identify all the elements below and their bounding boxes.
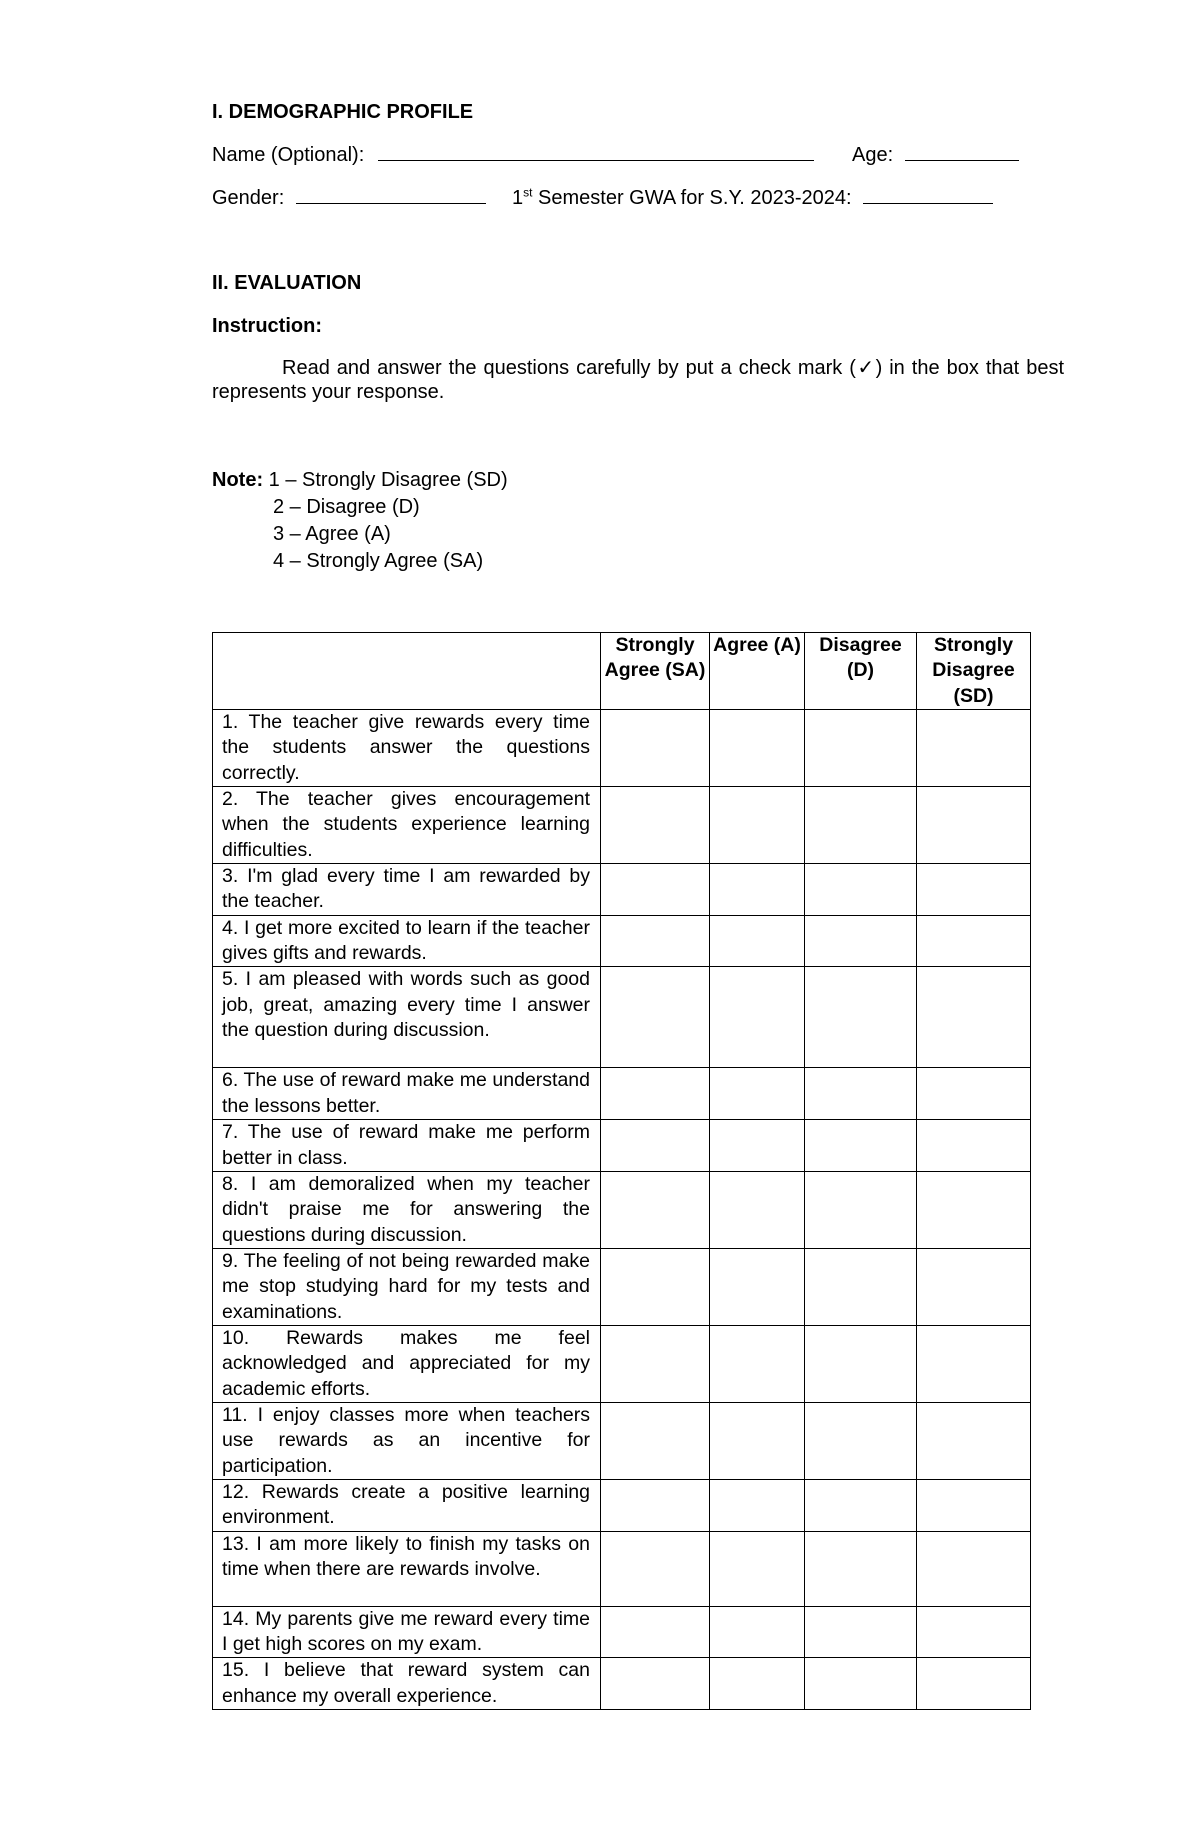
statement-text: 4. I get more excited to learn if the teacher gives gifts and rewards. bbox=[213, 915, 601, 967]
checkbox-sd[interactable] bbox=[917, 1120, 1031, 1172]
name-label: Name (Optional): bbox=[212, 144, 365, 166]
statement-text: 3. I'm glad every time I am rewarded by the teacher. bbox=[213, 864, 601, 916]
checkbox-sd[interactable] bbox=[917, 1325, 1031, 1402]
checkbox-d[interactable] bbox=[805, 967, 917, 1068]
header-agree: Agree (A) bbox=[710, 633, 805, 710]
checkbox-d[interactable] bbox=[805, 1248, 917, 1325]
checkbox-sa[interactable] bbox=[601, 1531, 710, 1606]
table-row bbox=[213, 1479, 1031, 1531]
statement-text: 13. I am more likely to finish my tasks on time when there are rewards involve. bbox=[213, 1531, 601, 1606]
header-strongly-disagree: Strongly Disagree (SD) bbox=[917, 633, 1031, 710]
statement-text: 11. I enjoy classes more when teachers use rewards as an incentive for participation. bbox=[213, 1402, 601, 1479]
checkbox-a[interactable] bbox=[710, 1658, 805, 1710]
gwa-superscript: st bbox=[523, 185, 533, 200]
checkbox-d[interactable] bbox=[805, 1068, 917, 1120]
gender-field-row bbox=[212, 185, 486, 210]
checkbox-a[interactable] bbox=[710, 1531, 805, 1606]
statement-text: 2. The teacher gives encouragement when the students experience learning difficulties. bbox=[213, 787, 601, 864]
checkbox-a[interactable] bbox=[710, 1171, 805, 1248]
checkbox-d[interactable] bbox=[805, 1606, 917, 1658]
checkbox-sa[interactable] bbox=[601, 1171, 710, 1248]
checkbox-sd[interactable] bbox=[917, 787, 1031, 864]
checkbox-a[interactable] bbox=[710, 864, 805, 916]
table-row bbox=[213, 1606, 1031, 1658]
header-statement bbox=[213, 633, 601, 710]
checkbox-sd[interactable] bbox=[917, 967, 1031, 1068]
table-row bbox=[213, 1658, 1031, 1710]
name-blank[interactable] bbox=[378, 142, 814, 161]
statement-text: 8. I am demoralized when my teacher didn't praise me for answering the questions during discussion. bbox=[213, 1171, 601, 1248]
checkbox-sd[interactable] bbox=[917, 1248, 1031, 1325]
table-row bbox=[213, 787, 1031, 864]
statement-text: 14. My parents give me reward every time I get high scores on my exam. bbox=[213, 1606, 601, 1658]
checkbox-sa[interactable] bbox=[601, 1120, 710, 1172]
checkbox-sd[interactable] bbox=[917, 915, 1031, 967]
note-item-4: 4 – Strongly Agree (SA) bbox=[273, 550, 484, 572]
statement-text: 12. Rewards create a positive learning environment. bbox=[213, 1479, 601, 1531]
checkbox-sa[interactable] bbox=[601, 1248, 710, 1325]
checkbox-sd[interactable] bbox=[917, 864, 1031, 916]
checkbox-d[interactable] bbox=[805, 864, 917, 916]
checkbox-sa[interactable] bbox=[601, 967, 710, 1068]
section-title-evaluation: II. EVALUATION bbox=[212, 272, 362, 294]
checkbox-a[interactable] bbox=[710, 1120, 805, 1172]
note-item-2: 2 – Disagree (D) bbox=[273, 496, 420, 518]
statement-text: 7. The use of reward make me perform better in class. bbox=[213, 1120, 601, 1172]
checkbox-sa[interactable] bbox=[601, 787, 710, 864]
checkbox-a[interactable] bbox=[710, 1248, 805, 1325]
checkbox-d[interactable] bbox=[805, 1120, 917, 1172]
checkbox-sa[interactable] bbox=[601, 1606, 710, 1658]
checkbox-sa[interactable] bbox=[601, 915, 710, 967]
checkbox-sa[interactable] bbox=[601, 864, 710, 916]
table-header-row bbox=[213, 633, 1031, 710]
statement-text: 15. I believe that reward system can enhance my overall experience. bbox=[213, 1658, 601, 1710]
checkbox-sd[interactable] bbox=[917, 1606, 1031, 1658]
checkbox-d[interactable] bbox=[805, 1402, 917, 1479]
gender-blank[interactable] bbox=[296, 185, 486, 204]
header-strongly-agree: Strongly Agree (SA) bbox=[601, 633, 710, 710]
instruction-label: Instruction: bbox=[212, 315, 322, 337]
checkbox-a[interactable] bbox=[710, 1479, 805, 1531]
age-blank[interactable] bbox=[905, 142, 1019, 161]
gwa-label: Semester GWA for S.Y. 2023-2024: bbox=[532, 187, 852, 209]
table-row bbox=[213, 967, 1031, 1068]
checkbox-sd[interactable] bbox=[917, 1479, 1031, 1531]
note-item-1: 1 – Strongly Disagree (SD) bbox=[268, 469, 508, 491]
gwa-prefix: 1 bbox=[512, 187, 524, 209]
checkbox-sd[interactable] bbox=[917, 1531, 1031, 1606]
checkbox-sa[interactable] bbox=[601, 1479, 710, 1531]
checkbox-sa[interactable] bbox=[601, 1325, 710, 1402]
age-field-row bbox=[852, 142, 1019, 167]
checkbox-d[interactable] bbox=[805, 787, 917, 864]
checkbox-sd[interactable] bbox=[917, 1068, 1031, 1120]
checkbox-sd[interactable] bbox=[917, 710, 1031, 787]
checkbox-a[interactable] bbox=[710, 1606, 805, 1658]
checkbox-a[interactable] bbox=[710, 967, 805, 1068]
checkbox-d[interactable] bbox=[805, 1658, 917, 1710]
checkbox-d[interactable] bbox=[805, 710, 917, 787]
checkbox-a[interactable] bbox=[710, 1402, 805, 1479]
checkbox-d[interactable] bbox=[805, 915, 917, 967]
note-label: Note: bbox=[212, 469, 264, 491]
checkbox-a[interactable] bbox=[710, 1068, 805, 1120]
table-row bbox=[213, 864, 1031, 916]
table-row bbox=[213, 1248, 1031, 1325]
age-label: Age: bbox=[852, 144, 894, 166]
checkbox-sd[interactable] bbox=[917, 1658, 1031, 1710]
gender-label: Gender: bbox=[212, 187, 285, 209]
checkbox-d[interactable] bbox=[805, 1531, 917, 1606]
checkbox-a[interactable] bbox=[710, 915, 805, 967]
checkbox-sa[interactable] bbox=[601, 1402, 710, 1479]
instruction-text: Read and answer the questions carefully by put a check mark (✓) in the box that best represents your response. bbox=[212, 357, 1064, 404]
likert-table bbox=[212, 632, 1031, 1710]
statement-text: 10. Rewards makes me feel acknowledged and appreciated for my academic efforts. bbox=[213, 1325, 601, 1402]
table-row bbox=[213, 1531, 1031, 1606]
table-row bbox=[213, 1402, 1031, 1479]
note-block bbox=[212, 468, 508, 492]
checkbox-d[interactable] bbox=[805, 1325, 917, 1402]
table-row bbox=[213, 1068, 1031, 1120]
header-disagree: Disagree (D) bbox=[805, 633, 917, 710]
checkbox-sd[interactable] bbox=[917, 1402, 1031, 1479]
checkbox-d[interactable] bbox=[805, 1171, 917, 1248]
checkbox-d[interactable] bbox=[805, 1479, 917, 1531]
section-title-demographic: I. DEMOGRAPHIC PROFILE bbox=[212, 101, 474, 123]
checkbox-a[interactable] bbox=[710, 787, 805, 864]
gwa-field-row bbox=[512, 185, 993, 210]
checkbox-sa[interactable] bbox=[601, 710, 710, 787]
name-field-row bbox=[212, 142, 814, 167]
statement-text: 5. I am pleased with words such as good job, great, amazing every time I answer the question during discussion. bbox=[213, 967, 601, 1068]
checkbox-sa[interactable] bbox=[601, 1068, 710, 1120]
note-item-3: 3 – Agree (A) bbox=[273, 523, 391, 545]
checkbox-sa[interactable] bbox=[601, 1658, 710, 1710]
table-row bbox=[213, 915, 1031, 967]
table-row bbox=[213, 1120, 1031, 1172]
statement-text: 1. The teacher give rewards every time the students answer the questions correctly. bbox=[213, 710, 601, 787]
table-row bbox=[213, 1171, 1031, 1248]
table-row bbox=[213, 710, 1031, 787]
statement-text: 9. The feeling of not being rewarded make me stop studying hard for my tests and examinations. bbox=[213, 1248, 601, 1325]
checkbox-a[interactable] bbox=[710, 1325, 805, 1402]
table-row bbox=[213, 1325, 1031, 1402]
statement-text: 6. The use of reward make me understand the lessons better. bbox=[213, 1068, 601, 1120]
gwa-blank[interactable] bbox=[863, 185, 993, 204]
table-body bbox=[213, 710, 1031, 1710]
checkbox-sd[interactable] bbox=[917, 1171, 1031, 1248]
checkbox-a[interactable] bbox=[710, 710, 805, 787]
